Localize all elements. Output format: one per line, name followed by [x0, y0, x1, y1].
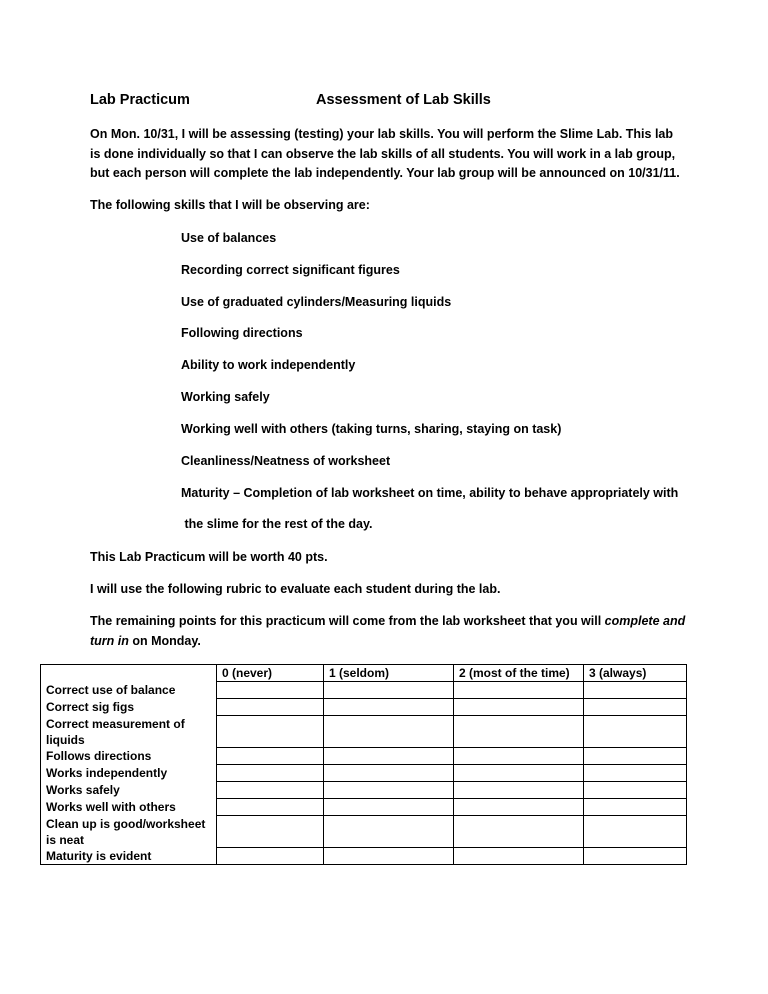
score-cell: [324, 799, 454, 816]
table-row: [41, 699, 687, 716]
score-cell: [454, 682, 584, 699]
score-cell: [454, 782, 584, 799]
score-cell: [324, 765, 454, 782]
score-cell: [454, 848, 584, 865]
score-cell: [584, 848, 687, 865]
rubric-header-cell: 2 (most of the time): [454, 665, 584, 682]
score-cell: [324, 699, 454, 716]
score-cell: [454, 816, 584, 848]
score-cell: [324, 848, 454, 865]
skill-item: Ability to work independently: [181, 358, 356, 372]
skill-item: Maturity – Completion of lab worksheet on time, ability to behave appropriately with: [181, 486, 679, 500]
score-cell: [584, 816, 687, 848]
score-cell: [217, 699, 324, 716]
rubric-header-cell: 0 (never): [217, 665, 324, 682]
score-cell: [584, 748, 687, 765]
rubric-header-cell: 1 (seldom): [324, 665, 454, 682]
score-cell: [217, 848, 324, 865]
rubric-criterion: Works safely: [41, 782, 217, 799]
skills-intro: The following skills that I will be observing are:: [90, 198, 370, 212]
skill-item: Recording correct significant figures: [181, 263, 400, 277]
rubric-header-cell: 3 (always): [584, 665, 687, 682]
score-cell: [217, 748, 324, 765]
intro-paragraph: On Mon. 10/31, I will be assessing (testing) your lab skills. You will perform the Slime Lab. This lab is done individually so that I can observe the lab skills of all students. You will work in a lab group, but each person will complete the lab independently. Your lab group will be announced on 10/31/11.: [90, 127, 680, 180]
rubric-header-cell: [41, 665, 217, 682]
table-row: [41, 782, 687, 799]
table-row: [41, 765, 687, 782]
remaining-emphasis: complete and turn in: [90, 614, 686, 648]
score-cell: [454, 699, 584, 716]
rubric-criterion: Clean up is good/worksheet is neat: [41, 816, 217, 848]
score-cell: [217, 682, 324, 699]
rubric-table: [40, 664, 687, 865]
score-cell: [324, 716, 454, 748]
score-cell: [217, 816, 324, 848]
skill-item: Following directions: [181, 326, 303, 340]
score-cell: [324, 816, 454, 848]
table-row: [41, 748, 687, 765]
score-cell: [217, 765, 324, 782]
rubric-note: I will use the following rubric to evaluate each student during the lab.: [90, 582, 501, 596]
score-cell: [454, 748, 584, 765]
score-cell: [324, 682, 454, 699]
skill-item: Use of graduated cylinders/Measuring liquids: [181, 295, 452, 309]
skill-item-continued: the slime for the rest of the day.: [181, 517, 373, 531]
rubric-criterion: Correct use of balance: [41, 682, 217, 699]
score-cell: [584, 699, 687, 716]
table-row: [41, 848, 687, 865]
rubric-criterion: Correct measurement of liquids: [41, 716, 217, 748]
table-row: [41, 716, 687, 748]
rubric-criterion: Maturity is evident: [41, 848, 217, 865]
table-row: [41, 682, 687, 699]
table-row: [41, 799, 687, 816]
doc-title-left: Lab Practicum: [90, 92, 190, 108]
score-cell: [584, 682, 687, 699]
score-cell: [454, 716, 584, 748]
table-row: [41, 816, 687, 848]
rubric-criterion: Correct sig figs: [41, 699, 217, 716]
skill-item: Use of balances: [181, 231, 277, 245]
skill-item: Working safely: [181, 390, 270, 404]
skill-item: Working well with others (taking turns, sharing, staying on task): [181, 422, 562, 436]
remaining-after: on Monday.: [128, 633, 201, 648]
remaining-paragraph: [90, 612, 690, 651]
score-cell: [217, 799, 324, 816]
score-cell: [217, 782, 324, 799]
rubric-criterion: Follows directions: [41, 748, 217, 765]
score-cell: [584, 799, 687, 816]
rubric-header-row: [41, 665, 687, 682]
score-cell: [454, 765, 584, 782]
rubric-criterion: Works well with others: [41, 799, 217, 816]
rubric-criterion: Works independently: [41, 765, 217, 782]
score-cell: [217, 716, 324, 748]
score-cell: [584, 765, 687, 782]
score-cell: [454, 799, 584, 816]
worth-text: This Lab Practicum will be worth 40 pts.: [90, 550, 328, 564]
score-cell: [584, 782, 687, 799]
skill-item: Cleanliness/Neatness of worksheet: [181, 454, 391, 468]
score-cell: [324, 748, 454, 765]
score-cell: [584, 716, 687, 748]
doc-title-right: Assessment of Lab Skills: [316, 92, 491, 108]
remaining-before: The remaining points for this practicum will come from the lab worksheet that you will: [90, 614, 605, 628]
score-cell: [324, 782, 454, 799]
